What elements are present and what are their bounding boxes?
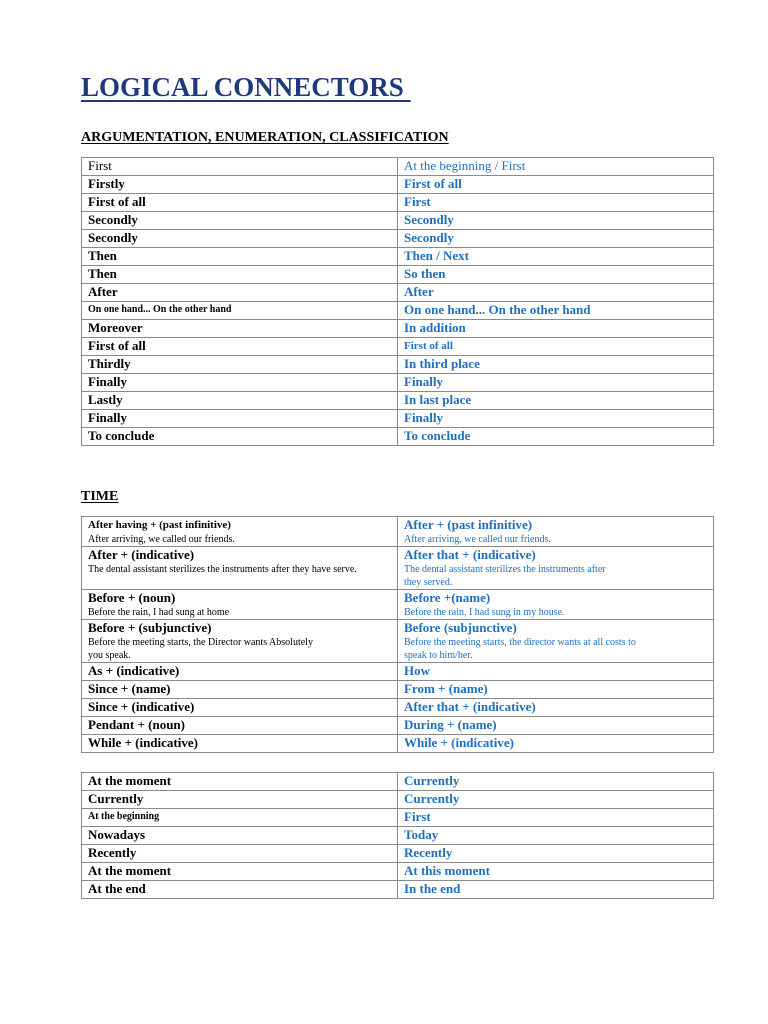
term-cell: Then [82,266,398,284]
term-cell: After [82,284,398,302]
term-cell [82,590,398,620]
translation-cell: Then / Next [398,248,714,266]
term-cell: First [82,158,398,176]
term-cell: First of all [82,194,398,212]
table-row [82,735,714,753]
term-cell: Secondly [82,212,398,230]
table-row [82,773,714,791]
table-row [82,699,714,717]
translation-cell: Currently [398,791,714,809]
term-cell: Finally [82,374,398,392]
table-row [82,663,714,681]
translation-cell: In third place [398,356,714,374]
translation-cell [398,590,714,620]
translation-label: After + (past infinitive) [404,517,533,532]
translation-cell: After [398,284,714,302]
table-row [82,809,714,827]
table-row [82,248,714,266]
time-table-2 [81,772,714,899]
term-cell: Pendant + (noun) [82,717,398,735]
term-cell: Moreover [82,320,398,338]
translation-cell: First of all [398,338,714,356]
example-text: Before the rain, I had sung at home [88,607,230,618]
table-row [82,320,714,338]
term-label: Before + (noun) [88,590,176,605]
translation-cell [398,620,714,663]
term-cell: Finally [82,410,398,428]
term-cell: Since + (name) [82,681,398,699]
section-heading-argumentation: ARGUMENTATION, ENUMERATION, CLASSIFICATION [81,130,449,145]
table-row [82,410,714,428]
argumentation-table [81,157,714,446]
term-cell: To conclude [82,428,398,446]
table-row [82,517,714,547]
term-cell [82,517,398,547]
table-row [82,681,714,699]
translation-cell: Today [398,827,714,845]
term-cell: Firstly [82,176,398,194]
example-text: The dental assistant sterilizes the instruments after they served. [404,564,606,588]
term-cell: First of all [82,338,398,356]
table-row [82,338,714,356]
example-text: After arriving, we called our friends. [404,534,551,545]
table-row [82,302,714,320]
translation-label: After that + (indicative) [404,547,536,562]
translation-cell: First [398,809,714,827]
translation-cell: First [398,194,714,212]
table-row [82,194,714,212]
table-row [82,266,714,284]
table-row [82,845,714,863]
table-row [82,863,714,881]
example-text: Before the meeting starts, the Director wants Absolutely you speak. [88,637,313,661]
term-cell: While + (indicative) [82,735,398,753]
translation-cell [398,547,714,590]
term-cell: At the moment [82,773,398,791]
translation-cell: At the beginning / First [398,158,714,176]
term-cell: Nowadays [82,827,398,845]
table-row [82,158,714,176]
translation-cell: To conclude [398,428,714,446]
table-row [82,428,714,446]
example-text: Before the meeting starts, the director wants at all costs to speak to him/her. [404,637,636,661]
translation-cell: Recently [398,845,714,863]
translation-cell: Finally [398,374,714,392]
translation-cell: In last place [398,392,714,410]
table-row [82,212,714,230]
table-row [82,374,714,392]
term-cell: On one hand... On the other hand [82,302,398,320]
term-cell: Thirdly [82,356,398,374]
table-row [82,620,714,663]
translation-cell: During + (name) [398,717,714,735]
translation-cell: On one hand... On the other hand [398,302,714,320]
translation-cell: First of all [398,176,714,194]
table-row [82,827,714,845]
translation-cell: In addition [398,320,714,338]
term-cell: As + (indicative) [82,663,398,681]
translation-cell: At this moment [398,863,714,881]
table-row [82,392,714,410]
page-title: LOGICAL CONNECTORS [81,72,411,102]
section-heading-time: TIME [81,489,119,504]
term-label: After + (indicative) [88,547,195,562]
translation-cell: Finally [398,410,714,428]
term-cell [82,620,398,663]
translation-cell: While + (indicative) [398,735,714,753]
table-row [82,791,714,809]
example-text: After arriving, we called our friends. [88,534,235,545]
table-row [82,284,714,302]
translation-cell: Secondly [398,212,714,230]
term-cell: Secondly [82,230,398,248]
translation-cell: From + (name) [398,681,714,699]
term-cell: At the end [82,881,398,899]
table-row [82,881,714,899]
translation-label: Before (subjunctive) [404,620,517,635]
term-cell: Since + (indicative) [82,699,398,717]
translation-cell: How [398,663,714,681]
translation-cell [398,517,714,547]
term-label: After having + (past infinitive) [88,519,231,531]
term-label: Before + (subjunctive) [88,620,212,635]
translation-cell: Currently [398,773,714,791]
term-cell [82,547,398,590]
example-text: The dental assistant sterilizes the instruments after they have serve. [88,564,357,575]
table-row [82,230,714,248]
term-cell: At the moment [82,863,398,881]
table-row [82,356,714,374]
example-text: Before the rain, I had sung in my house. [404,607,565,618]
table-row [82,176,714,194]
table-row [82,590,714,620]
time-table [81,516,714,753]
term-cell: Then [82,248,398,266]
translation-cell: So then [398,266,714,284]
translation-cell: After that + (indicative) [398,699,714,717]
table-row [82,717,714,735]
translation-cell: In the end [398,881,714,899]
translation-cell: Secondly [398,230,714,248]
table-row [82,547,714,590]
translation-label: Before +(name) [404,590,491,605]
term-cell: At the beginning [82,809,398,827]
term-cell: Recently [82,845,398,863]
term-cell: Currently [82,791,398,809]
term-cell: Lastly [82,392,398,410]
